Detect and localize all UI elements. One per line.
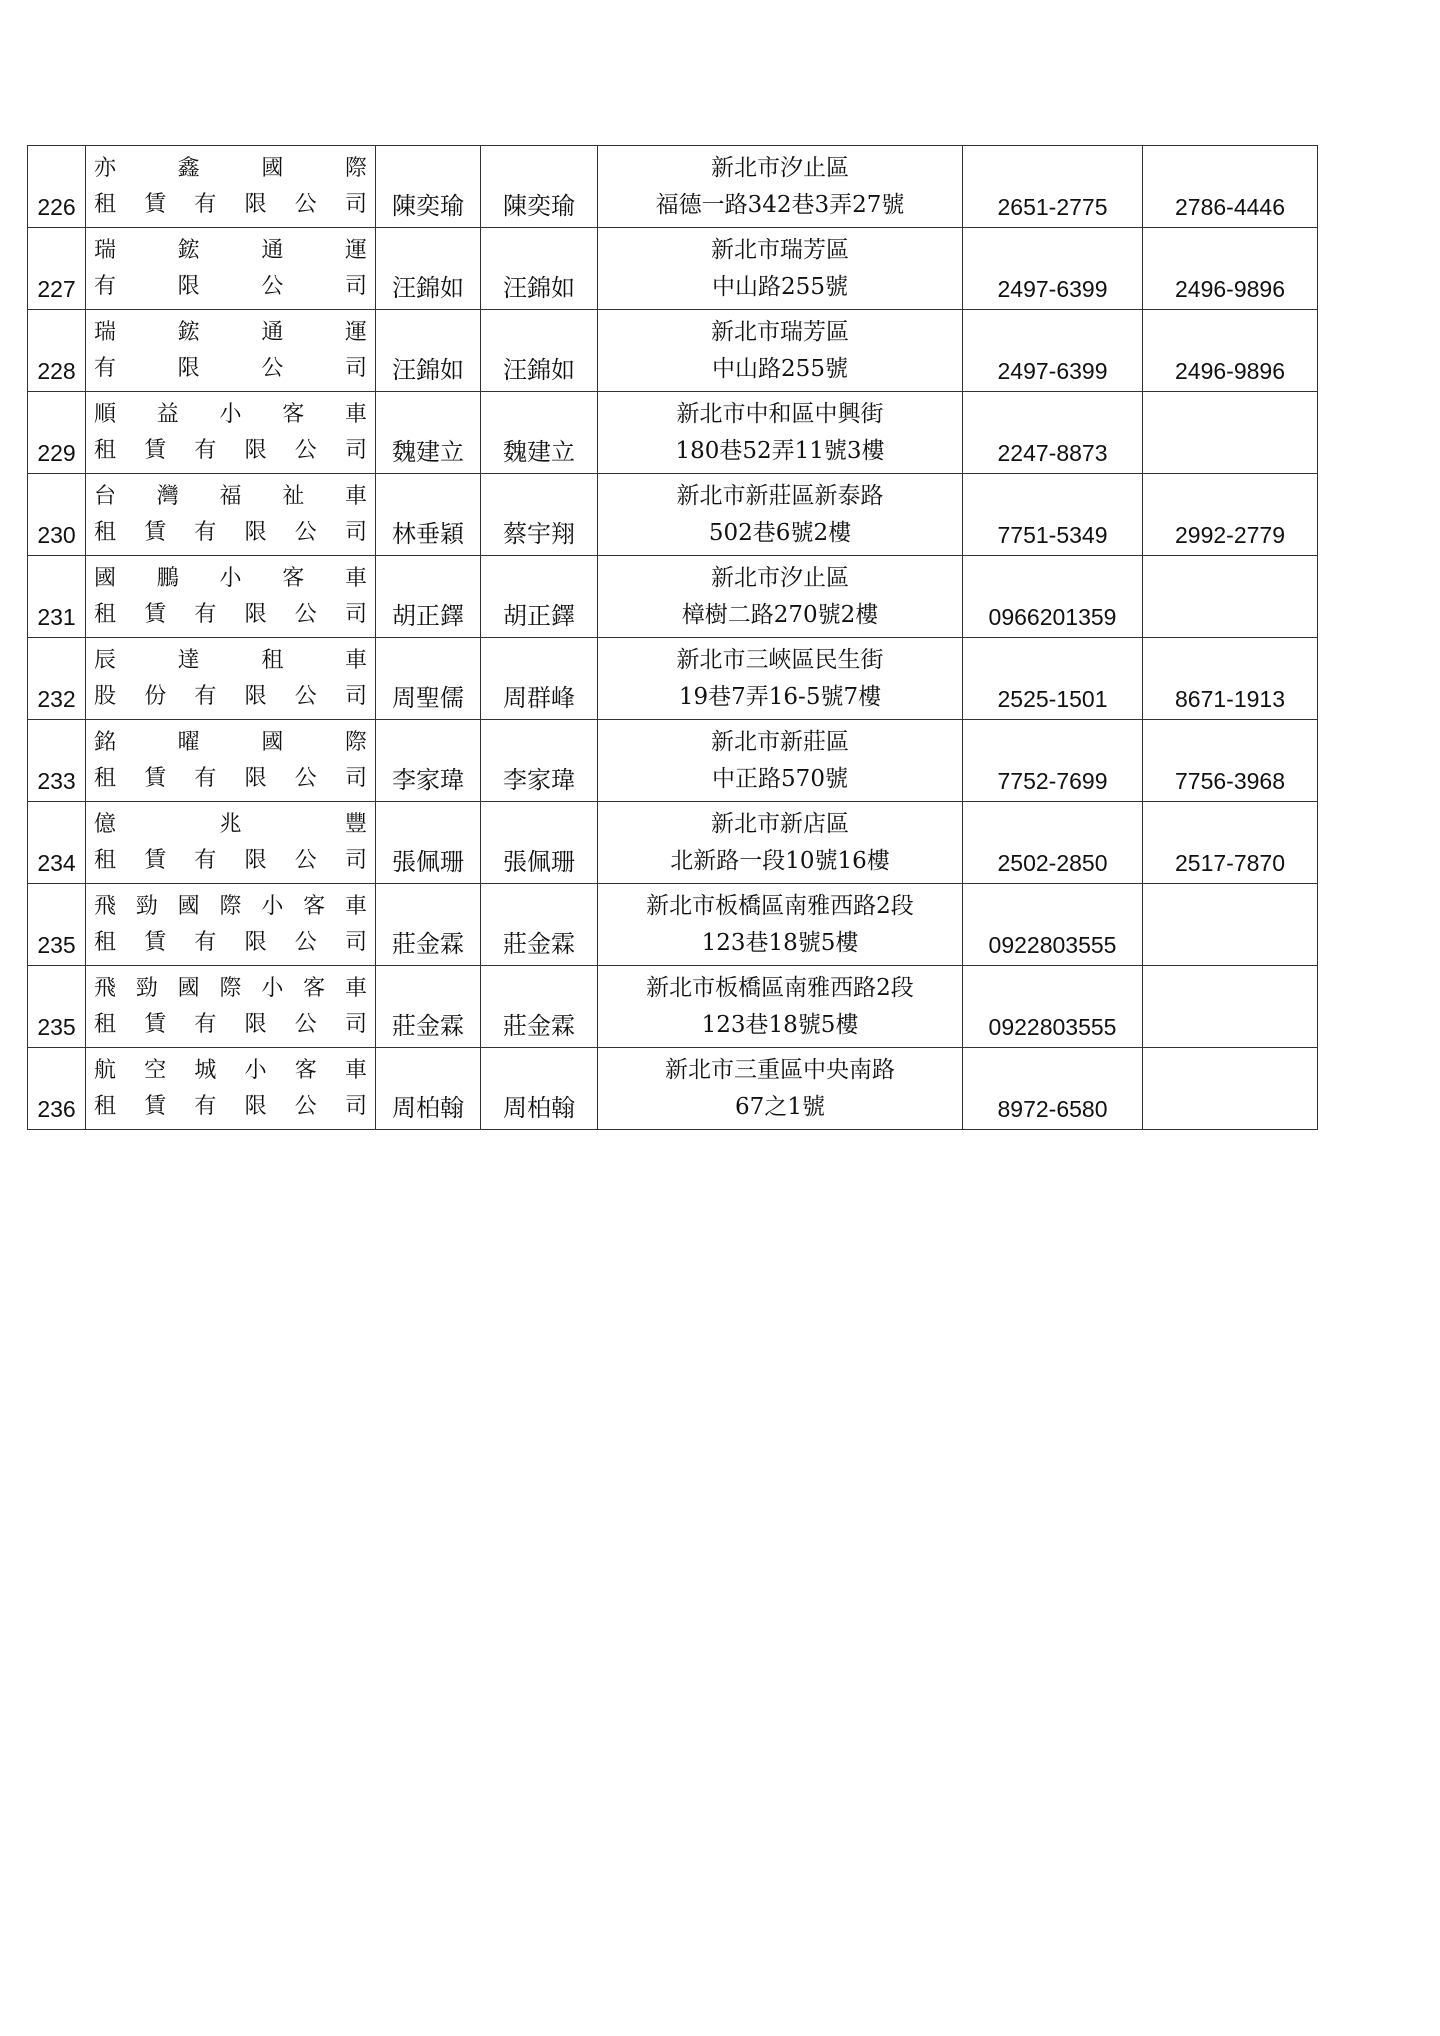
company-name-char: 租 (94, 1093, 117, 1119)
address-line: 新北市汐止區 (711, 154, 849, 181)
phone-cell: 2502-2850 (963, 802, 1143, 884)
company-name-line (94, 725, 367, 761)
company-name-char: 租 (94, 1011, 117, 1037)
fax-cell: 2517-7870 (1143, 802, 1318, 884)
company-name-char: 車 (344, 975, 367, 1001)
company-name-line (94, 433, 367, 469)
representative-cell: 周聖儒 (376, 638, 481, 720)
company-name-char: 有 (194, 929, 217, 955)
company-name-char: 限 (177, 355, 200, 381)
company-name-line (94, 679, 367, 715)
address-cell (598, 884, 963, 966)
address-line: 新北市三峽區民生街 (676, 646, 884, 673)
representative-cell: 周柏翰 (376, 1048, 481, 1130)
company-name-char: 小 (244, 1057, 267, 1083)
company-name-line (94, 351, 367, 387)
manager-cell: 周群峰 (481, 638, 598, 720)
company-name-char: 飛 (94, 893, 117, 919)
phone-cell: 0922803555 (963, 966, 1143, 1048)
company-name-char: 小 (261, 975, 284, 1001)
company-name-cell (86, 474, 376, 556)
company-name-line (94, 925, 367, 961)
address-line: 新北市三重區中央南路 (665, 1056, 895, 1083)
row-number-cell: 227 (28, 228, 86, 310)
table-row (28, 720, 1318, 802)
table-row (28, 474, 1318, 556)
company-name-char: 銘 (94, 729, 117, 755)
representative-cell: 張佩珊 (376, 802, 481, 884)
company-name-char: 限 (244, 519, 267, 545)
company-name-cell (86, 638, 376, 720)
company-name-char: 公 (261, 355, 284, 381)
company-name-char: 通 (261, 237, 284, 263)
address-line: 新北市板橋區南雅西路2段 (646, 892, 914, 919)
address-line: 福德一路342巷3弄27號 (655, 191, 905, 218)
company-name-line (94, 971, 367, 1007)
company-name-char: 車 (344, 893, 367, 919)
row-number-cell: 235 (28, 966, 86, 1048)
company-name-char: 車 (344, 565, 367, 591)
company-name-char: 司 (344, 519, 367, 545)
representative-cell: 汪錦如 (376, 228, 481, 310)
company-name-char: 租 (94, 191, 117, 217)
company-name-char: 客 (294, 1057, 317, 1083)
address-line: 123巷18號5樓 (701, 1011, 859, 1038)
company-name-char: 祉 (282, 483, 305, 509)
company-name-char: 司 (344, 1093, 367, 1119)
company-name-char: 鑫 (177, 155, 200, 181)
company-name-char: 限 (244, 437, 267, 463)
table-body (28, 146, 1318, 1130)
company-name-char: 運 (344, 319, 367, 345)
company-name-char: 租 (94, 929, 117, 955)
company-name-char: 司 (344, 355, 367, 381)
manager-cell: 魏建立 (481, 392, 598, 474)
fax-cell (1143, 884, 1318, 966)
address-line: 180巷52弄11號3樓 (675, 437, 885, 464)
table-row (28, 228, 1318, 310)
address-line: 新北市新莊區 (711, 728, 849, 755)
address-cell (598, 310, 963, 392)
manager-cell: 張佩珊 (481, 802, 598, 884)
row-number-cell: 235 (28, 884, 86, 966)
address-cell (598, 1048, 963, 1130)
address-line: 新北市中和區中興街 (676, 400, 884, 427)
company-name-char: 有 (194, 1093, 217, 1119)
manager-cell: 汪錦如 (481, 310, 598, 392)
address-line: 中山路255號 (712, 355, 848, 382)
fax-cell (1143, 966, 1318, 1048)
company-name-char: 公 (294, 437, 317, 463)
address-line: 中正路570號 (712, 765, 848, 792)
company-name-line (94, 397, 367, 433)
company-name-char: 公 (294, 1011, 317, 1037)
company-name-char: 限 (244, 1093, 267, 1119)
company-name-char: 賃 (144, 437, 167, 463)
company-name-char: 瑞 (94, 319, 117, 345)
table-row (28, 802, 1318, 884)
company-name-char: 公 (294, 191, 317, 217)
company-name-char: 車 (344, 401, 367, 427)
address-line: 19巷7弄16-5號7樓 (678, 683, 882, 710)
manager-cell: 蔡宇翔 (481, 474, 598, 556)
company-name-line (94, 1053, 367, 1089)
company-name-char: 有 (94, 273, 117, 299)
company-name-char: 限 (177, 273, 200, 299)
company-name-char: 曜 (177, 729, 200, 755)
company-name-char: 股 (94, 683, 117, 709)
company-name-char: 份 (144, 683, 167, 709)
company-name-cell (86, 720, 376, 802)
phone-cell: 7752-7699 (963, 720, 1143, 802)
company-name-char: 公 (261, 273, 284, 299)
row-number-cell: 230 (28, 474, 86, 556)
address-line: 新北市板橋區南雅西路2段 (646, 974, 914, 1001)
company-name-char: 司 (344, 765, 367, 791)
company-name-char: 順 (94, 401, 117, 427)
company-name-char: 有 (194, 1011, 217, 1037)
address-cell (598, 720, 963, 802)
company-name-char: 福 (219, 483, 242, 509)
address-line: 67之1號 (735, 1093, 825, 1120)
phone-cell: 2247-8873 (963, 392, 1143, 474)
table-row (28, 638, 1318, 720)
representative-cell: 莊金霖 (376, 966, 481, 1048)
address-line: 中山路255號 (712, 273, 848, 300)
company-name-char: 際 (344, 155, 367, 181)
phone-cell: 8972-6580 (963, 1048, 1143, 1130)
address-cell (598, 638, 963, 720)
address-cell (598, 392, 963, 474)
company-name-char: 國 (177, 893, 200, 919)
company-name-line (94, 561, 367, 597)
company-name-char: 公 (294, 847, 317, 873)
company-name-line (94, 315, 367, 351)
company-name-char: 賃 (144, 1093, 167, 1119)
table-row (28, 146, 1318, 228)
company-name-char: 賃 (144, 929, 167, 955)
company-name-char: 亦 (94, 155, 117, 181)
representative-cell: 胡正鐸 (376, 556, 481, 638)
company-name-char: 限 (244, 683, 267, 709)
address-line: 新北市瑞芳區 (711, 318, 849, 345)
company-name-char: 國 (261, 155, 284, 181)
table-row (28, 556, 1318, 638)
company-name-char: 益 (156, 401, 179, 427)
company-name-char: 有 (194, 519, 217, 545)
company-name-char: 限 (244, 191, 267, 217)
address-line: 123巷18號5樓 (701, 929, 859, 956)
company-name-char: 賃 (144, 847, 167, 873)
company-name-char: 賃 (144, 191, 167, 217)
company-name-char: 飛 (94, 975, 117, 1001)
company-name-char: 公 (294, 683, 317, 709)
address-cell (598, 802, 963, 884)
company-name-char: 國 (177, 975, 200, 1001)
company-name-char: 國 (261, 729, 284, 755)
company-name-char: 客 (303, 975, 326, 1001)
phone-cell: 2525-1501 (963, 638, 1143, 720)
fax-cell (1143, 556, 1318, 638)
company-name-char: 限 (244, 601, 267, 627)
manager-cell: 汪錦如 (481, 228, 598, 310)
company-name-line (94, 515, 367, 551)
address-line: 新北市新店區 (711, 810, 849, 837)
representative-cell: 陳奕瑜 (376, 146, 481, 228)
company-name-char: 司 (344, 1011, 367, 1037)
row-number-cell: 234 (28, 802, 86, 884)
row-number-cell: 233 (28, 720, 86, 802)
company-name-char: 司 (344, 683, 367, 709)
address-cell (598, 966, 963, 1048)
company-name-cell (86, 556, 376, 638)
address-line: 新北市瑞芳區 (711, 236, 849, 263)
company-name-char: 客 (282, 565, 305, 591)
company-name-char: 車 (344, 1057, 367, 1083)
company-name-cell (86, 310, 376, 392)
company-name-char: 公 (294, 1093, 317, 1119)
row-number-cell: 236 (28, 1048, 86, 1130)
company-name-line (94, 187, 367, 223)
company-name-char: 億 (94, 811, 117, 837)
company-name-line (94, 889, 367, 925)
company-name-char: 司 (344, 191, 367, 217)
company-name-line (94, 643, 367, 679)
company-name-char: 賃 (144, 765, 167, 791)
company-name-char: 灣 (156, 483, 179, 509)
fax-cell: 2496-9896 (1143, 310, 1318, 392)
address-cell (598, 146, 963, 228)
fax-cell: 8671-1913 (1143, 638, 1318, 720)
company-name-char: 限 (244, 1011, 267, 1037)
company-name-char: 司 (344, 847, 367, 873)
company-name-cell (86, 802, 376, 884)
table-row (28, 966, 1318, 1048)
company-name-char: 鵬 (156, 565, 179, 591)
manager-cell: 陳奕瑜 (481, 146, 598, 228)
fax-cell: 2786-4446 (1143, 146, 1318, 228)
company-name-char: 限 (244, 847, 267, 873)
company-name-line (94, 151, 367, 187)
address-line: 新北市汐止區 (711, 564, 849, 591)
address-line: 新北市新莊區新泰路 (676, 482, 884, 509)
table-row (28, 392, 1318, 474)
company-name-char: 運 (344, 237, 367, 263)
fax-cell (1143, 392, 1318, 474)
company-name-line (94, 1089, 367, 1125)
company-name-char: 租 (94, 847, 117, 873)
table-row (28, 884, 1318, 966)
company-name-char: 租 (94, 601, 117, 627)
company-name-char: 台 (94, 483, 117, 509)
representative-cell: 李家瑋 (376, 720, 481, 802)
address-cell (598, 474, 963, 556)
company-name-char: 鋐 (177, 237, 200, 263)
company-name-line (94, 1007, 367, 1043)
company-name-char: 有 (194, 847, 217, 873)
company-name-char: 租 (94, 765, 117, 791)
fax-cell: 2992-2779 (1143, 474, 1318, 556)
company-name-cell (86, 966, 376, 1048)
company-name-char: 兆 (219, 811, 242, 837)
company-name-char: 辰 (94, 647, 117, 673)
phone-cell: 0966201359 (963, 556, 1143, 638)
company-name-char: 租 (94, 519, 117, 545)
company-name-char: 司 (344, 601, 367, 627)
company-name-char: 際 (344, 729, 367, 755)
address-line: 北新路一段10號16樓 (670, 847, 890, 874)
company-name-char: 有 (194, 191, 217, 217)
company-name-char: 小 (261, 893, 284, 919)
company-name-char: 航 (94, 1057, 117, 1083)
fax-cell: 2496-9896 (1143, 228, 1318, 310)
row-number-cell: 231 (28, 556, 86, 638)
company-name-char: 小 (219, 401, 242, 427)
company-name-char: 際 (219, 975, 242, 1001)
company-name-char: 有 (194, 765, 217, 791)
representative-cell: 莊金霖 (376, 884, 481, 966)
company-name-char: 賃 (144, 601, 167, 627)
phone-cell: 7751-5349 (963, 474, 1143, 556)
company-name-char: 豐 (344, 811, 367, 837)
company-name-line (94, 233, 367, 269)
company-name-char: 租 (94, 437, 117, 463)
company-name-cell (86, 884, 376, 966)
representative-cell: 魏建立 (376, 392, 481, 474)
table-row (28, 310, 1318, 392)
company-name-char: 際 (219, 893, 242, 919)
company-name-char: 賃 (144, 519, 167, 545)
company-name-char: 租 (261, 647, 284, 673)
company-name-char: 勁 (135, 893, 158, 919)
company-name-cell (86, 1048, 376, 1130)
phone-cell: 2497-6399 (963, 228, 1143, 310)
company-name-char: 車 (344, 483, 367, 509)
phone-cell: 2497-6399 (963, 310, 1143, 392)
fax-cell (1143, 1048, 1318, 1130)
manager-cell: 李家瑋 (481, 720, 598, 802)
company-name-char: 城 (194, 1057, 217, 1083)
company-name-char: 鋐 (177, 319, 200, 345)
fax-cell: 7756-3968 (1143, 720, 1318, 802)
manager-cell: 周柏翰 (481, 1048, 598, 1130)
manager-cell: 莊金霖 (481, 884, 598, 966)
company-name-cell (86, 146, 376, 228)
address-cell (598, 556, 963, 638)
phone-cell: 2651-2775 (963, 146, 1143, 228)
row-number-cell: 229 (28, 392, 86, 474)
company-name-char: 客 (303, 893, 326, 919)
row-number-cell: 232 (28, 638, 86, 720)
company-name-char: 公 (294, 601, 317, 627)
company-name-char: 勁 (135, 975, 158, 1001)
rental-company-table (27, 145, 1318, 1130)
company-name-line (94, 597, 367, 633)
company-name-char: 司 (344, 437, 367, 463)
document-page (27, 145, 1317, 1130)
manager-cell: 胡正鐸 (481, 556, 598, 638)
company-name-char: 瑞 (94, 237, 117, 263)
company-name-char: 公 (294, 929, 317, 955)
company-name-char: 司 (344, 273, 367, 299)
company-name-cell (86, 392, 376, 474)
company-name-line (94, 269, 367, 305)
company-name-char: 有 (194, 683, 217, 709)
company-name-char: 空 (144, 1057, 167, 1083)
company-name-char: 車 (344, 647, 367, 673)
company-name-char: 限 (244, 929, 267, 955)
company-name-char: 有 (94, 355, 117, 381)
company-name-char: 有 (194, 601, 217, 627)
address-line: 502巷6號2樓 (708, 519, 852, 546)
company-name-char: 司 (344, 929, 367, 955)
table-row (28, 1048, 1318, 1130)
phone-cell: 0922803555 (963, 884, 1143, 966)
address-cell (598, 228, 963, 310)
company-name-char: 有 (194, 437, 217, 463)
row-number-cell: 226 (28, 146, 86, 228)
company-name-cell (86, 228, 376, 310)
company-name-char: 國 (94, 565, 117, 591)
row-number-cell: 228 (28, 310, 86, 392)
company-name-char: 限 (244, 765, 267, 791)
company-name-line (94, 807, 367, 843)
company-name-char: 小 (219, 565, 242, 591)
company-name-char: 達 (177, 647, 200, 673)
company-name-char: 公 (294, 519, 317, 545)
company-name-line (94, 479, 367, 515)
representative-cell: 汪錦如 (376, 310, 481, 392)
company-name-char: 通 (261, 319, 284, 345)
company-name-line (94, 761, 367, 797)
company-name-line (94, 843, 367, 879)
address-line: 樟樹二路270號2樓 (681, 601, 879, 628)
company-name-char: 賃 (144, 1011, 167, 1037)
company-name-char: 客 (282, 401, 305, 427)
manager-cell: 莊金霖 (481, 966, 598, 1048)
representative-cell: 林垂穎 (376, 474, 481, 556)
company-name-char: 公 (294, 765, 317, 791)
